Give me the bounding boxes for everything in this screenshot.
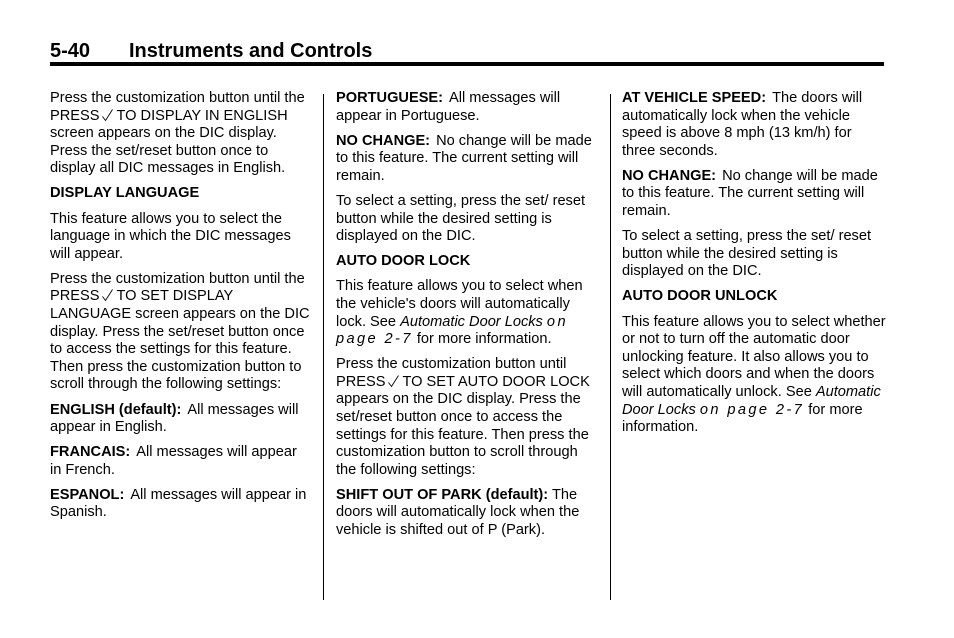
paragraph-auto-door-unlock-intro [622, 314, 886, 437]
xref-page[interactable]: on page 2-7 [699, 401, 805, 418]
column-1 [50, 90, 312, 530]
xref-link[interactable]: Automatic Door Locks [622, 383, 881, 418]
setting-label: ESPANOL: [50, 486, 125, 503]
setting-label: NO CHANGE: [336, 132, 431, 149]
paragraph-set-display-language [50, 271, 312, 394]
setting-description: All messages will appear in French. [50, 444, 297, 478]
header-rule [50, 62, 884, 66]
setting-description: All messages will appear in Spanish. [50, 486, 307, 521]
setting-description: No change will be made to this feature. The current setting will remain. [622, 167, 878, 220]
paragraph-text: TO SET DISPLAY LANGUAGE screen appears on the DIC display. Press the set/reset button once to access the settings for this feature. Then press the customization button to scroll through the following settings: [50, 288, 310, 393]
setting-english [50, 402, 312, 437]
setting-label: AT VEHICLE SPEED: [622, 90, 767, 106]
setting-label: SHIFT OUT OF PARK (default): [336, 486, 549, 503]
paragraph-auto-door-lock-intro [336, 278, 600, 348]
setting-label: FRANCAIS: [50, 444, 131, 461]
setting-description: All messages will appear in English. [50, 401, 299, 436]
setting-description: No change will be made to this feature. The current setting will remain. [336, 132, 592, 184]
paragraph-text: TO SET AUTO DOOR LOCK appears on the DIC display. Press the set/reset button once to access the settings for this feature. Then press the customization button to scroll through the following settings: [336, 373, 590, 478]
setting-at-vehicle-speed [622, 90, 886, 160]
section-title: Instruments and Controls [129, 40, 373, 62]
paragraph-text: This feature allows you to select whether or not to turn off the automatic door unlocking feature. It also allows you to select which doors and when the doors will automatically unlock. See [622, 313, 886, 400]
paragraph-select-setting: To select a setting, press the set/ reset button while the desired setting is displayed on the DIC. [622, 228, 872, 280]
paragraph-text: for more information. [622, 401, 863, 436]
setting-label: ENGLISH (default): [50, 401, 182, 418]
setting-francais [50, 444, 312, 479]
column-3 [622, 90, 886, 444]
checkmark-icon [101, 288, 114, 302]
checkmark-icon [101, 108, 114, 122]
checkmark-icon [387, 374, 400, 388]
paragraph-select-setting: To select a setting, press the set/ reset button while the desired setting is displayed on the DIC. [336, 192, 586, 245]
setting-portuguese [336, 90, 600, 125]
setting-no-change [336, 133, 600, 186]
xref-link[interactable]: Automatic Door Locks [400, 313, 543, 330]
page-number: 5-40 [50, 40, 91, 62]
paragraph-text: Press the customization button until the PRESS [50, 270, 305, 305]
paragraph-text: for more information. [416, 331, 552, 348]
paragraph-text: This feature allows you to select when the vehicle's doors will automatically lock. See [336, 278, 583, 330]
paragraph-set-auto-door-lock [336, 356, 600, 479]
paragraph-text: Press the customization button until PRESS [336, 356, 567, 390]
heading-display-language: DISPLAY LANGUAGE [50, 185, 200, 202]
xref-page[interactable]: on page 2-7 [336, 313, 568, 348]
column-divider-2 [610, 94, 611, 600]
heading-auto-door-unlock: AUTO DOOR UNLOCK [622, 288, 778, 305]
setting-espanol [50, 487, 312, 522]
setting-label: PORTUGUESE: [336, 90, 444, 106]
setting-shift-out-of-park [336, 487, 600, 540]
paragraph-text: Press the customization button until the PRESS [50, 90, 305, 124]
column-2 [336, 90, 600, 547]
column-divider-1 [323, 94, 324, 600]
setting-description: All messages will appear in Portuguese. [336, 90, 561, 124]
paragraph-language-intro: This feature allows you to select the language in which the DIC messages will appear. [50, 210, 291, 262]
setting-description: The doors will automatically lock when the vehicle is shifted out of P (Park). [336, 486, 580, 539]
setting-label: NO CHANGE: [622, 167, 717, 184]
setting-no-change [622, 168, 886, 221]
paragraph-text: TO DISPLAY IN ENGLISH screen appears on the DIC display. Press the set/reset button once to display all DIC messages in English. [50, 107, 288, 177]
setting-description: The doors will automatically lock when the vehicle speed is above 8 mph (13 km/h) for three seconds. [622, 90, 863, 159]
heading-auto-door-lock: AUTO DOOR LOCK [336, 253, 471, 270]
paragraph-display-in-english [50, 90, 312, 178]
